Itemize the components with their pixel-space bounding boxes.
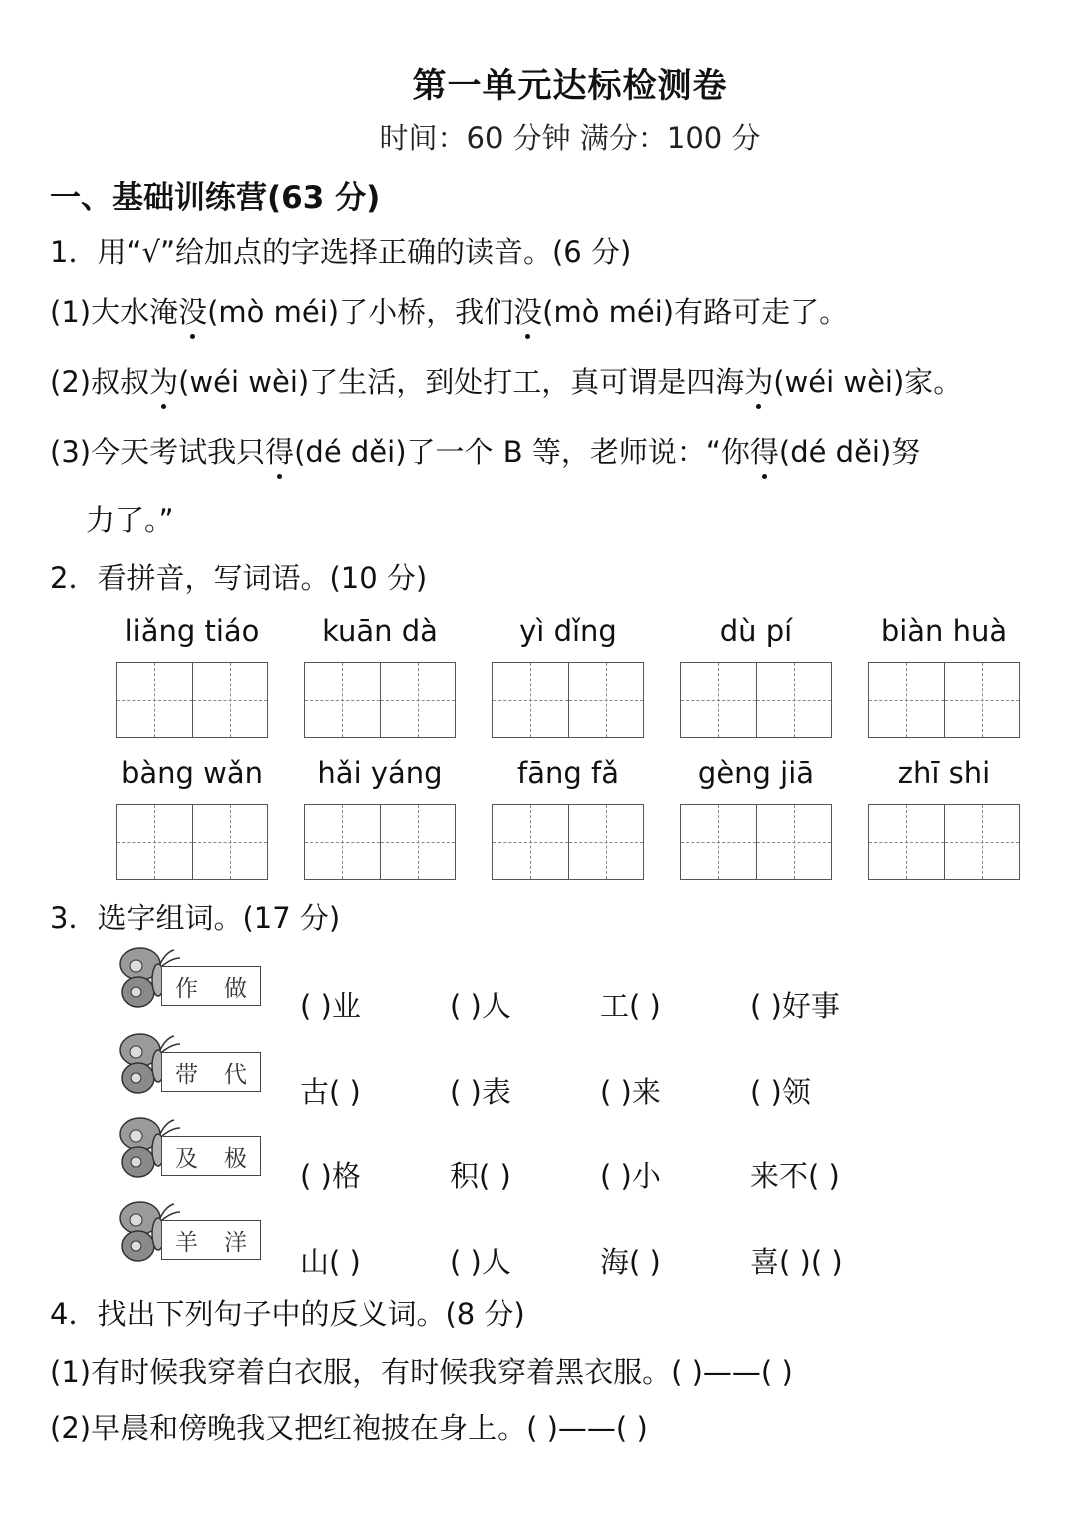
exam-info: 时间：60 分钟 满分：100 分 [379,121,761,155]
question-2-heading: 2．看拼音，写词语。(10 分) [50,561,428,595]
writing-grid[interactable] [304,804,456,880]
fill-blank-item[interactable]: ( )小 [600,1159,661,1193]
fill-blank-item[interactable]: ( )人 [450,989,511,1023]
fill-blank-item[interactable]: ( )表 [450,1075,511,1109]
fill-blank-item[interactable]: 来不( ) [750,1159,840,1193]
writing-grid[interactable] [868,662,1020,738]
pinyin-label: yì dǐng [519,614,617,648]
fill-blank-item[interactable]: ( )格 [300,1159,361,1193]
pinyin-label: hǎi yáng [317,756,443,790]
fill-blank-item[interactable]: ( )领 [750,1075,811,1109]
writing-grid[interactable] [304,662,456,738]
fill-blank-item[interactable]: 古( ) [300,1075,361,1109]
fill-blank-item[interactable]: 海( ) [600,1245,661,1279]
pinyin-label: fāng fǎ [517,756,619,790]
pinyin-label: liǎng tiáo [124,614,260,648]
character-choice-tag: 带 代 [116,1030,266,1100]
question-3-heading: 3．选字组词。(17 分) [50,901,341,935]
pinyin-label: kuān dà [322,614,438,648]
character-choice-tag: 羊 洋 [116,1198,266,1268]
fill-blank-item[interactable]: ( )来 [600,1075,661,1109]
question-4-line-1: (1)有时候我穿着白衣服，有时候我穿着黑衣服。( )——( ) [50,1355,793,1389]
pinyin-label: biàn huà [880,614,1008,648]
pinyin-label: gèng jiā [697,756,815,790]
page-title: 第一单元达标检测卷 [412,66,728,106]
question-1-line-3: (3)今天考试我只得(dé děi)了一个 B 等，老师说：“你得(dé děi)努 [50,430,920,471]
section-heading: 一、基础训练营(63 分) [50,180,381,216]
fill-blank-item[interactable]: 山( ) [300,1245,361,1279]
writing-grid[interactable] [680,804,832,880]
question-1-line-3-continued: 力了。” [86,503,174,537]
question-1-heading: 1．用“√”给加点的字选择正确的读音。(6 分) [50,235,632,269]
writing-grid[interactable] [492,662,644,738]
writing-grid[interactable] [116,662,268,738]
pinyin-label: dù pí [719,614,793,648]
writing-grid[interactable] [492,804,644,880]
writing-grid[interactable] [680,662,832,738]
question-4-heading: 4．找出下列句子中的反义词。(8 分) [50,1297,525,1331]
question-4-line-2: (2)早晨和傍晚我又把红袍披在身上。( )——( ) [50,1411,648,1445]
fill-blank-item[interactable]: 喜( )( ) [750,1245,843,1279]
pinyin-label: zhī shi [897,756,991,790]
character-choice-tag: 作 做 [116,944,266,1014]
question-1-line-2: (2)叔叔为(wéi wèi)了生活，到处打工，真可谓是四海为(wéi wèi)家。 [50,360,962,401]
writing-grid[interactable] [868,804,1020,880]
fill-blank-item[interactable]: ( )好事 [750,989,840,1023]
fill-blank-item[interactable]: ( )业 [300,989,361,1023]
question-1-line-1: (1)大水淹没(mò méi)了小桥，我们没(mò méi)有路可走了。 [50,290,848,331]
fill-blank-item[interactable]: 积( ) [450,1159,511,1193]
fill-blank-item[interactable]: 工( ) [600,989,661,1023]
writing-grid[interactable] [116,804,268,880]
pinyin-label: bàng wǎn [120,756,264,790]
fill-blank-item[interactable]: ( )人 [450,1245,511,1279]
character-choice-tag: 及 极 [116,1114,266,1184]
